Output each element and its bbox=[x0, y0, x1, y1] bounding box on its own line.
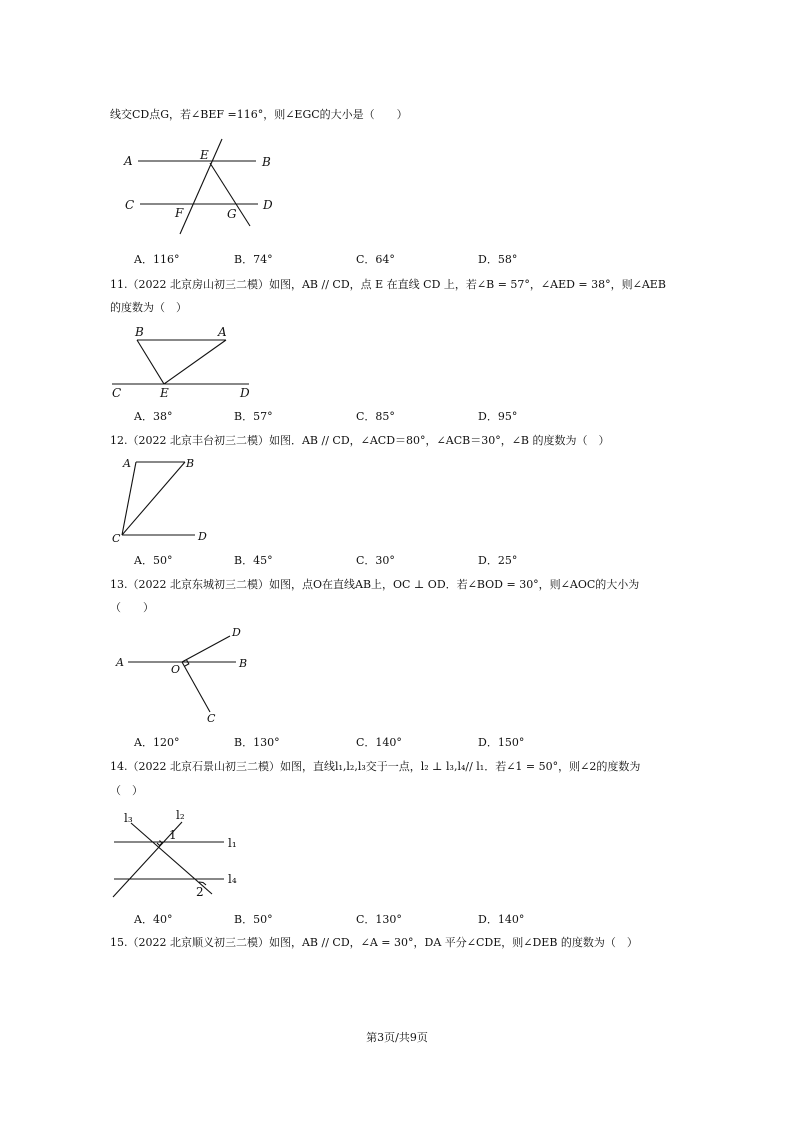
page-footer: 第3页/共9页 bbox=[366, 1031, 428, 1044]
q14-label-l3: l₃ bbox=[124, 811, 133, 825]
q11-option-d: D．95° bbox=[478, 410, 518, 423]
q14-option-a: A．40° bbox=[134, 913, 173, 926]
q10-option-a: A．116° bbox=[134, 253, 180, 266]
q14-label-angle1: 1 bbox=[169, 828, 177, 842]
q13-stem-line1: 13.（2022 北京东城初三二模）如图，点O在直线AB上，OC ⊥ OD．若∠BOD = 30°，则∠AOC的大小为 bbox=[110, 578, 640, 591]
q10-label-d: D bbox=[263, 198, 273, 212]
q12-option-a: A．50° bbox=[134, 554, 173, 567]
q13-stem-line2: （ ） bbox=[110, 601, 154, 614]
q10-option-d: D．58° bbox=[478, 253, 518, 266]
q11-label-e: E bbox=[160, 386, 169, 400]
q10-label-a: A bbox=[124, 154, 133, 168]
q13-label-o: O bbox=[171, 663, 181, 676]
q12-stem: 12.（2022 北京丰台初三二模）如图．AB // CD，∠ACD＝80°，∠ACB＝30°，∠B 的度数为（ ） bbox=[110, 434, 610, 447]
q13-label-b: B bbox=[239, 657, 248, 670]
q12-option-b: B．45° bbox=[234, 554, 273, 567]
q13-label-d: D bbox=[232, 626, 241, 639]
q11-label-a: A bbox=[218, 325, 227, 339]
q10-option-c: C．64° bbox=[356, 253, 395, 266]
q11-stem-line2: 的度数为（ ） bbox=[110, 301, 187, 314]
q13-option-b: B．130° bbox=[234, 736, 280, 749]
q14-stem-line1: 14.（2022 北京石景山初三二模）如图，直线l₁,l₂,l₃交于一点，l₂ ⊥ l₃,l₄// l₁．若∠1 = 50°，则∠2的度数为 bbox=[110, 760, 641, 773]
q10-label-b: B bbox=[262, 155, 271, 169]
q14-label-l1: l₁ bbox=[228, 836, 237, 850]
q11-option-a: A．38° bbox=[134, 410, 173, 423]
q12-label-b: B bbox=[186, 457, 195, 470]
q11-option-b: B．57° bbox=[234, 410, 273, 423]
q11-label-d: D bbox=[240, 386, 250, 400]
q12-label-c: C bbox=[112, 532, 121, 545]
q14-option-d: D．140° bbox=[478, 913, 525, 926]
q11-label-b: B bbox=[135, 325, 144, 339]
q14-stem-line2: （ ） bbox=[110, 784, 143, 797]
q12-option-d: D．25° bbox=[478, 554, 518, 567]
q10-label-f: F bbox=[175, 206, 184, 220]
q15-stem: 15.（2022 北京顺义初三二模）如图，AB // CD，∠A = 30°，DA 平分∠CDE，则∠DEB 的度数为（ ） bbox=[110, 936, 638, 949]
q10-label-g: G bbox=[227, 207, 237, 221]
q13-option-c: C．140° bbox=[356, 736, 402, 749]
q12-label-d: D bbox=[198, 530, 207, 543]
q14-label-l2: l₂ bbox=[176, 808, 185, 822]
q14-option-b: B．50° bbox=[234, 913, 273, 926]
q13-label-a: A bbox=[116, 656, 124, 669]
q11-stem-line1: 11.（2022 北京房山初三二模）如图，AB // CD，点 E 在直线 CD 上，若∠B = 57°，∠AED = 38°，则∠AEB bbox=[110, 278, 666, 291]
q13-option-d: D．150° bbox=[478, 736, 525, 749]
q13-option-a: A．120° bbox=[134, 736, 180, 749]
q11-option-c: C．85° bbox=[356, 410, 395, 423]
q10-option-b: B．74° bbox=[234, 253, 273, 266]
q13-label-c: C bbox=[207, 712, 216, 725]
q11-label-c: C bbox=[112, 386, 122, 400]
q14-option-c: C．130° bbox=[356, 913, 402, 926]
q10-label-c: C bbox=[125, 198, 135, 212]
q10-label-e: E bbox=[200, 148, 209, 162]
q12-label-a: A bbox=[123, 457, 131, 470]
q14-label-angle2: 2 bbox=[196, 885, 204, 899]
q14-label-l4: l₄ bbox=[228, 872, 237, 886]
q10-stem: 线交CD点G，若∠BEF =116°，则∠EGC的大小是（ ） bbox=[110, 108, 408, 121]
q12-option-c: C．30° bbox=[356, 554, 395, 567]
